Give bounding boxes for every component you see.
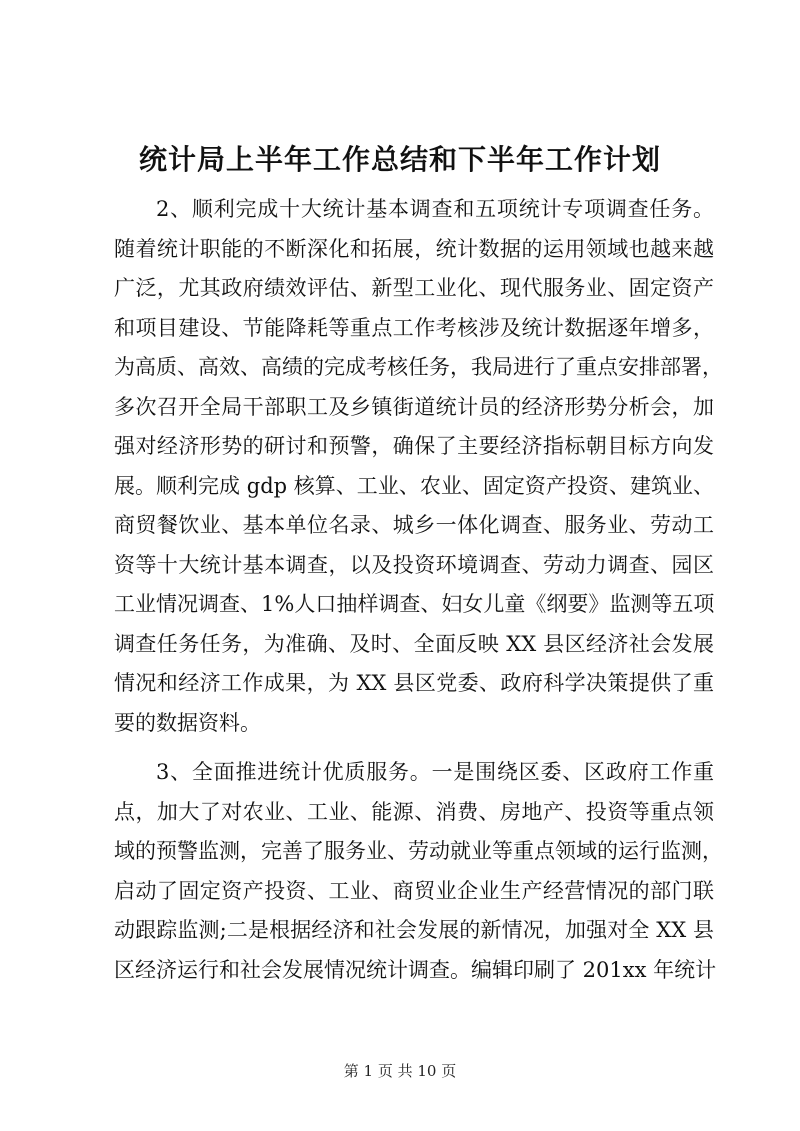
- text-line: 和项目建设、节能降耗等重点工作考核涉及统计数据逐年增多，: [114, 315, 714, 340]
- text-line: 多次召开全局干部职工及乡镇街道统计员的经济形势分析会，加: [114, 394, 714, 419]
- text-line: 广泛，尤其政府绩效评估、新型工业化、现代服务业、固定资产: [114, 276, 714, 300]
- text-line: 调查任务任务，为准确、及时、全面反映 XX 县区经济社会发展: [114, 631, 714, 656]
- text-line: 随着统计职能的不断深化和拓展，统计数据的运用领域也越来越: [114, 236, 714, 261]
- text-line: 启动了固定资产投资、工业、商贸业企业生产经营情况的部门联: [114, 878, 714, 903]
- text-line: 资等十大统计基本调查，以及投资环境调查、劳动力调查、园区: [114, 552, 714, 577]
- text-line: 3、全面推进统计优质服务。一是围绕区委、区政府工作重: [156, 760, 714, 784]
- text-line: 点，加大了对农业、工业、能源、消费、房地产、投资等重点领: [114, 799, 714, 824]
- document-title: 统计局上半年工作总结和下半年工作计划: [138, 143, 661, 176]
- text-line: 动跟踪监测;二是根据经济和社会发展的新情况，加强对全 XX 县: [114, 918, 714, 942]
- text-line: 域的预警监测，完善了服务业、劳动就业等重点领域的运行监测，: [114, 839, 723, 863]
- text-line: 要的数据资料。: [114, 710, 261, 735]
- text-line: 工业情况调查、1%人口抽样调查、妇女儿童《纲要》监测等五项: [114, 592, 715, 616]
- text-line: 为高质、高效、高绩的完成考核任务，我局进行了重点安排部署，: [114, 355, 723, 379]
- text-line: 商贸餐饮业、基本单位名录、城乡一体化调查、服务业、劳动工: [114, 513, 714, 537]
- text-line: 情况和经济工作成果，为 XX 县区党委、政府科学决策提供了重: [114, 671, 714, 695]
- text-line: 强对经济形势的研讨和预警，确保了主要经济指标朝目标方向发: [114, 434, 714, 458]
- text-line: 展。顺利完成 gdp 核算、工业、农业、固定资产投资、建筑业、: [114, 473, 714, 498]
- paragraph-quality-service: [114, 753, 723, 990]
- page-number-footer: 第 1 页 共 10 页: [343, 1062, 457, 1080]
- text-line: 区经济运行和社会发展情况统计调查。编辑印刷了 201xx 年统计: [114, 957, 717, 982]
- paragraph-statistics-surveys: [114, 190, 723, 743]
- text-line: 2、顺利完成十大统计基本调查和五项统计专项调查任务。: [156, 197, 714, 221]
